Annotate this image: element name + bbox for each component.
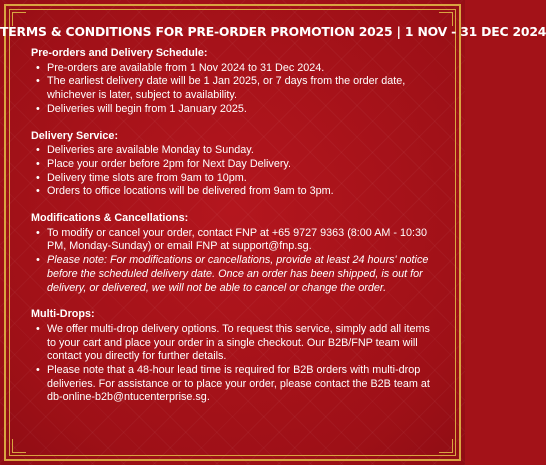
- bullet-list: [31, 62, 441, 117]
- list-item: • Deliveries are available Monday to Sunday.: [47, 144, 441, 158]
- list-item: • Place your order before 2pm for Next Day Delivery.: [47, 158, 441, 172]
- bullet-list: [31, 323, 441, 405]
- list-item: • We offer multi-drop delivery options. To request this service, simply add all items to your cart and place your order in a single checkout. Our B2B/FNP team will contact you directly for further details.: [47, 323, 441, 364]
- list-item: • To modify or cancel your order, contact FNP at +65 9727 9363 (8:00 AM - 10:30 PM, Monday-Sunday) or email FNP at support@fnp.sg.: [47, 227, 441, 254]
- bullet-list: [31, 144, 441, 199]
- bullet-list: [31, 227, 441, 296]
- terms-content: [31, 47, 441, 418]
- page-title: TERMS & CONDITIONS FOR PRE-ORDER PROMOTION 2025 | 1 NOV - 31 DEC 2024: [0, 24, 546, 39]
- section-heading: Multi-Drops:: [31, 308, 95, 321]
- section-multi-drops: [31, 308, 441, 405]
- section-preorders: [31, 47, 441, 117]
- list-item-note: • Please note: For modifications or cancellations, provide at least 24 hours' notice before the scheduled delivery date. Once an order has been shipped, is out for delivery, or delivered, we will not be able to cancel or change the order.: [47, 254, 441, 295]
- list-item: • Pre-orders are available from 1 Nov 2024 to 31 Dec 2024.: [47, 62, 441, 76]
- list-item: • Deliveries will begin from 1 January 2025.: [47, 103, 441, 117]
- list-item: • Orders to office locations will be delivered from 9am to 3pm.: [47, 185, 441, 199]
- section-heading: Pre-orders and Delivery Schedule:: [31, 47, 208, 59]
- section-heading: Delivery Service:: [31, 129, 119, 142]
- list-item: • The earliest delivery date will be 1 Jan 2025, or 7 days from the order date, whichever is later, subject to availability.: [47, 75, 441, 102]
- fretwork-corner-icon: [439, 439, 453, 453]
- section-modifications: [31, 212, 441, 295]
- fretwork-corner-icon: [12, 439, 26, 453]
- section-heading: Modifications & Cancellations:: [31, 212, 189, 225]
- section-delivery-service: [31, 130, 441, 200]
- list-item: • Delivery time slots are from 9am to 10pm.: [47, 172, 441, 186]
- list-item: • Please note that a 48-hour lead time is required for B2B orders with multi-drop deliveries. For assistance or to place your order, please contact the B2B team at db-online-b2b@ntucenterprise.sg.: [47, 364, 441, 405]
